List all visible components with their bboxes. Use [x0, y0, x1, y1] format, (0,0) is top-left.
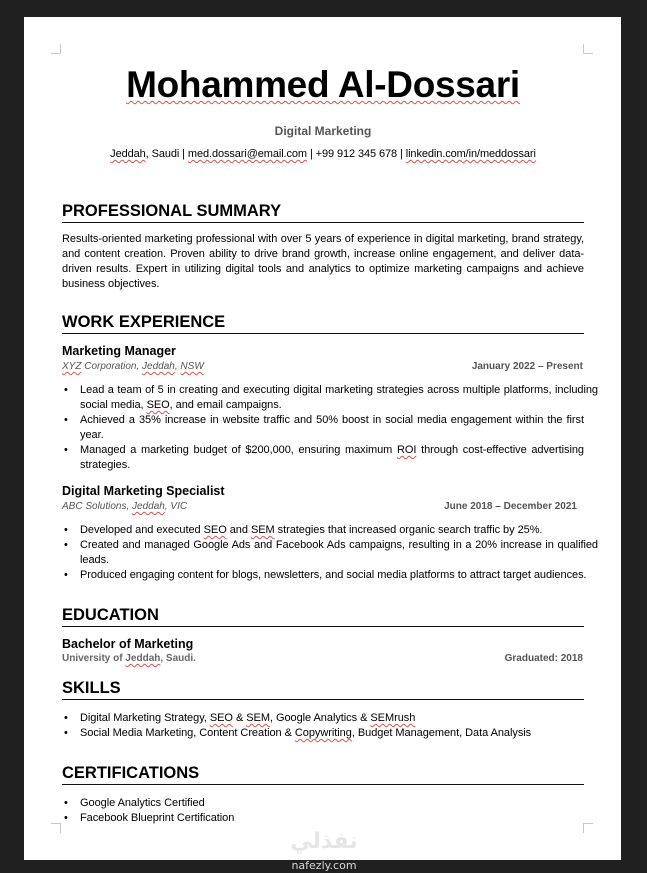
list-item: • Digital Marketing Strategy, SEO & SEM, Google Analytics & SEMrush — [64, 712, 416, 724]
bullet-icon: • — [64, 539, 68, 551]
bullet-icon: • — [64, 727, 68, 739]
list-item: • Achieved a 35% increase in website traffic and 50% boost in social media engagement within the first year. — [64, 414, 584, 441]
section-heading-summary: PROFESSIONAL SUMMARY — [62, 202, 584, 223]
job-dates: June 2018 – December 2021 — [444, 501, 577, 512]
bullet-icon: • — [64, 384, 68, 396]
section-heading-experience: WORK EXPERIENCE — [62, 313, 584, 334]
bullet-icon: • — [64, 524, 68, 536]
margin-corner-mark — [51, 823, 61, 833]
contact-line: Jeddah, Saudi | med.dossari@email.com | +99 912 345 678 | linkedin.com/in/meddossari — [110, 148, 536, 160]
list-item: • Social Media Marketing, Content Creation & Copywriting, Budget Management, Data Analysis — [64, 727, 532, 739]
job-title: Digital Marketing Specialist — [62, 484, 225, 498]
list-item: • Google Analytics Certified — [64, 797, 205, 809]
job-title: Marketing Manager — [62, 344, 176, 358]
section-heading-education: EDUCATION — [62, 606, 584, 627]
degree-title: Bachelor of Marketing — [62, 637, 194, 651]
resume-page[interactable] — [24, 17, 621, 860]
watermark-logo: نفذلي — [290, 829, 358, 854]
margin-corner-mark — [51, 44, 61, 54]
job-bullets — [62, 523, 598, 583]
list-item: • Developed and executed SEO and SEM strategies that increased organic search traffic by 25%. — [64, 524, 543, 536]
list-item: • Facebook Blueprint Certification — [64, 812, 235, 824]
job-meta-row — [62, 501, 584, 515]
candidate-title: Digital Marketing — [274, 124, 372, 138]
watermark-url: nafezly.com — [291, 859, 357, 872]
bullet-icon: • — [64, 712, 68, 724]
contact-phone: | +99 912 345 678 | — [307, 148, 406, 160]
job-bullets — [62, 383, 598, 473]
contact-email[interactable]: med.dossari@email.com — [187, 148, 307, 160]
margin-corner-mark — [583, 44, 593, 54]
list-item: • Managed a marketing budget of $200,000, ensuring maximum ROI through cost-effective advertising strategies. — [64, 444, 584, 471]
certifications-list — [62, 796, 584, 826]
list-item: • Lead a team of 5 in creating and executing digital marketing strategies across multiple platforms, including social media, SEO, and email campaigns. — [64, 384, 598, 411]
bullet-icon: • — [64, 569, 68, 581]
bullet-icon: • — [64, 797, 68, 809]
bullet-icon: • — [64, 414, 68, 426]
list-item: • Produced engaging content for blogs, newsletters, and social media platforms to attract target audiences. — [64, 569, 587, 581]
job-company: XYZ Corporation, Jeddah, NSW — [62, 361, 204, 372]
education-meta-row — [62, 653, 584, 667]
list-item: • Created and managed Google Ads and Facebook Ads campaigns, resulting in a 20% increase in qualified leads. — [64, 539, 598, 566]
section-heading-certifications: CERTIFICATIONS — [62, 764, 584, 785]
bullet-icon: • — [64, 444, 68, 456]
job-company: ABC Solutions, Jeddah, VIC — [62, 501, 188, 512]
section-heading-skills: SKILLS — [62, 679, 584, 700]
contact-location: Jeddah — [110, 148, 146, 160]
graduation-date: Graduated: 2018 — [504, 653, 583, 664]
margin-corner-mark — [583, 823, 593, 833]
bullet-icon: • — [64, 812, 68, 824]
contact-linkedin[interactable]: linkedin.com/in/meddossari — [405, 148, 536, 160]
candidate-name: Mohammed Al-Dossari — [126, 64, 520, 105]
skills-list — [62, 711, 584, 741]
school-name: University of Jeddah, Saudi. — [62, 653, 196, 664]
summary-text: Results-oriented marketing professional with over 5 years of experience in digital marketing, brand strategy, and content creation. Proven ability to drive brand growth, increase online engagement, and deliver data-driven results. Expert in utilizing digital tools and analytics to optimize marketing campaigns and achieve business objectives. — [62, 233, 584, 290]
job-dates: January 2022 – Present — [471, 361, 583, 372]
job-meta-row — [62, 361, 584, 375]
